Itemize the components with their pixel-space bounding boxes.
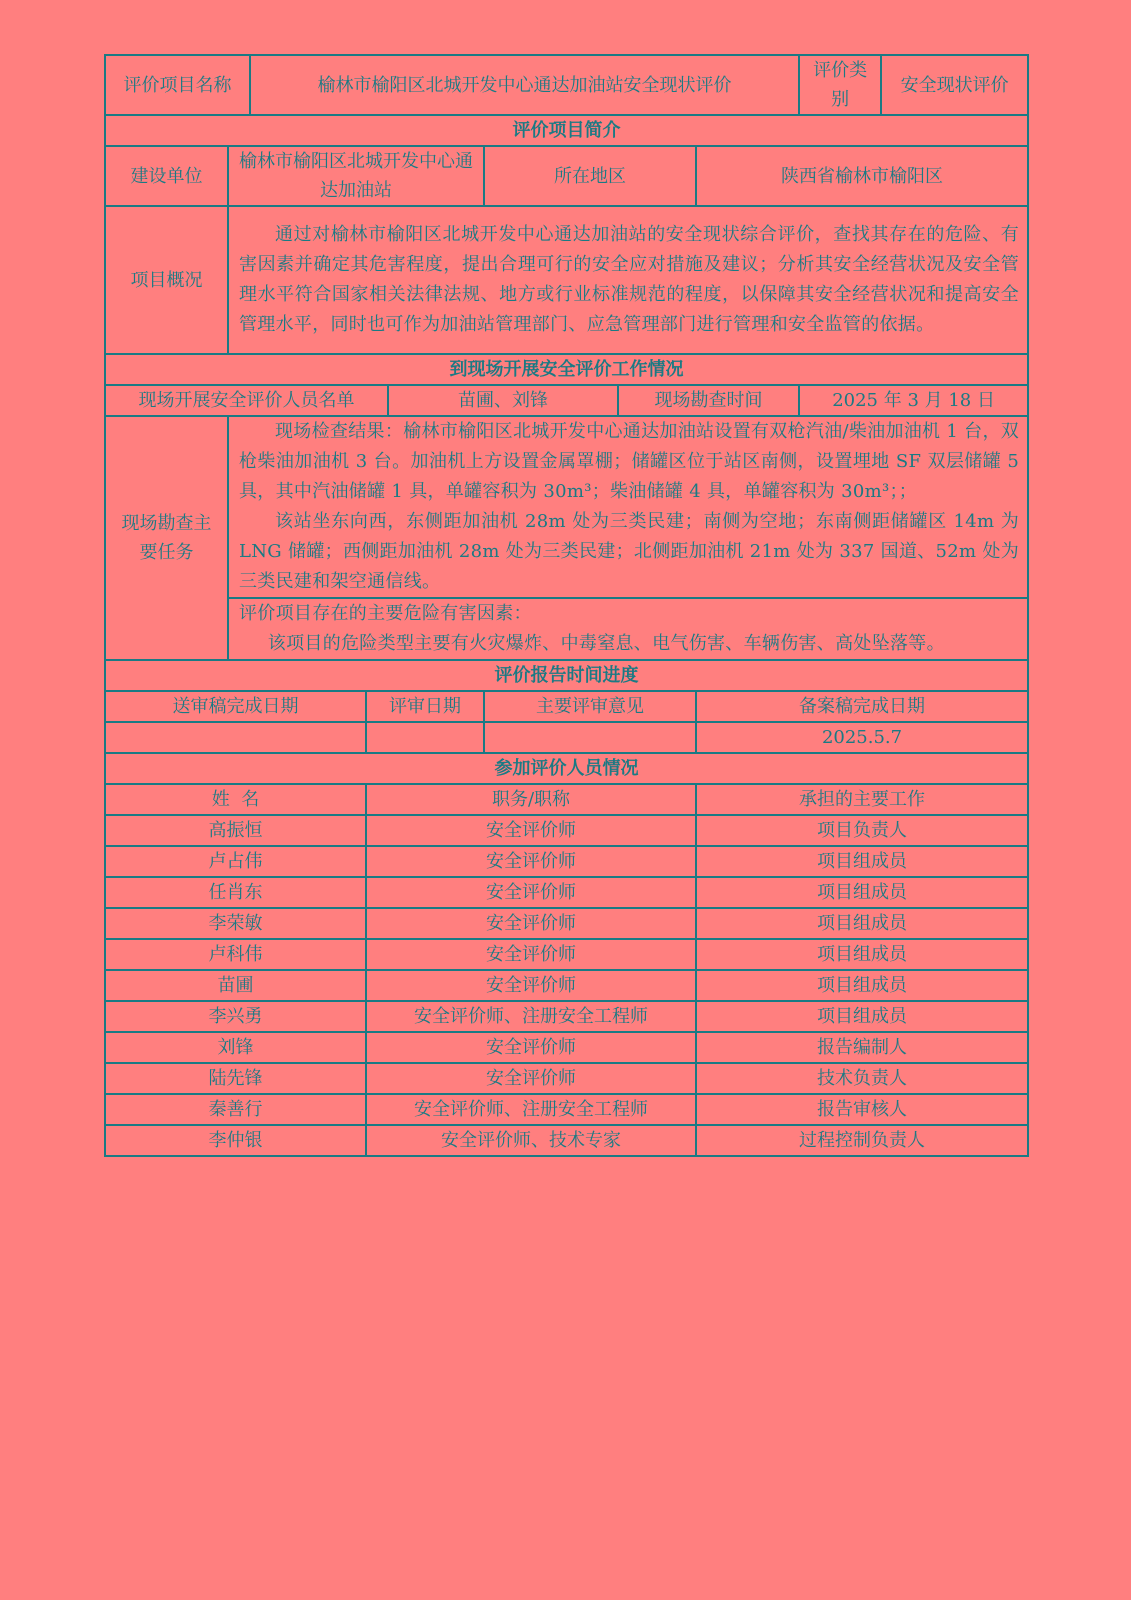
table-row [105, 1001, 1028, 1032]
staff-header-row [105, 753, 1028, 784]
staff-header-name: 姓 名 [105, 784, 366, 815]
staff-role: 项目组成员 [696, 877, 1028, 908]
project-name-value: 榆林市榆阳区北城开发中心通达加油站安全现状评价 [250, 55, 799, 115]
table-row [105, 846, 1028, 877]
intro-section-title: 评价项目简介 [105, 115, 1028, 146]
location-value: 陕西省榆林市榆阳区 [696, 146, 1028, 206]
staff-title: 安全评价师 [366, 970, 696, 1001]
builder-label: 建设单位 [105, 146, 228, 206]
overview-cell [228, 206, 1028, 354]
schedule-col-header-row [105, 691, 1028, 722]
staff-title: 安全评价师 [366, 846, 696, 877]
staff-name: 李兴勇 [105, 1001, 366, 1032]
site-task-label: 现场勘查主要任务 [105, 416, 228, 660]
builder-row [105, 146, 1028, 206]
staff-name: 李仲银 [105, 1125, 366, 1156]
staff-title: 安全评价师 [366, 877, 696, 908]
staff-role: 项目组成员 [696, 846, 1028, 877]
staff-role: 技术负责人 [696, 1063, 1028, 1094]
staff-role: 报告编制人 [696, 1032, 1028, 1063]
site-staff-label: 现场开展安全评价人员名单 [105, 385, 388, 416]
staff-name: 刘锋 [105, 1032, 366, 1063]
table-row [105, 1032, 1028, 1063]
staff-name: 苗圃 [105, 970, 366, 1001]
staff-title: 安全评价师 [366, 1032, 696, 1063]
staff-title: 安全评价师、注册安全工程师 [366, 1094, 696, 1125]
table-row [105, 877, 1028, 908]
staff-title: 安全评价师、注册安全工程师 [366, 1001, 696, 1032]
hazard-title: 评价项目存在的主要危险有害因素： [239, 603, 532, 624]
staff-title: 安全评价师 [366, 939, 696, 970]
category-value: 安全现状评价 [881, 55, 1028, 115]
site-staff-row [105, 385, 1028, 416]
intro-header-row [105, 115, 1028, 146]
site-section-title: 到现场开展安全评价工作情况 [105, 354, 1028, 385]
staff-name: 秦善行 [105, 1094, 366, 1125]
overview-text: 通过对榆林市榆阳区北城开发中心通达加油站的安全现状综合评价，查找其存在的危险、有害因素并确定其危害程度，提出合理可行的安全应对措施及建议；分析其安全经营状况及安全管理水平符合国家相关法律法规、地方或行业标准规范的程度，以保障其安全经营状况和提高安全管理水平，同时也可作为加油站管理部门、应急管理部门进行管理和安全监管的依据。 [239, 224, 1020, 335]
site-time-label: 现场勘查时间 [618, 385, 799, 416]
schedule-header-row [105, 660, 1028, 691]
schedule-header-review: 评审日期 [366, 691, 484, 722]
staff-section-title: 参加评价人员情况 [105, 753, 1028, 784]
table-row [105, 970, 1028, 1001]
staff-title: 安全评价师 [366, 1063, 696, 1094]
overview-label: 项目概况 [105, 206, 228, 354]
schedule-header-opinion: 主要评审意见 [484, 691, 696, 722]
staff-name: 高振恒 [105, 815, 366, 846]
table-row [105, 939, 1028, 970]
site-task-row [105, 416, 1028, 598]
staff-title: 安全评价师 [366, 815, 696, 846]
hazard-text: 该项目的危险类型主要有火灾爆炸、中毒窒息、电气伤害、车辆伤害、高处坠落等。 [267, 633, 945, 654]
site-header-row [105, 354, 1028, 385]
staff-role: 报告审核人 [696, 1094, 1028, 1125]
category-label: 评价类别 [799, 55, 881, 115]
staff-header-title: 职务/职称 [366, 784, 696, 815]
staff-role: 项目组成员 [696, 970, 1028, 1001]
staff-title: 安全评价师 [366, 908, 696, 939]
site-staff-value: 苗圃、刘锋 [388, 385, 618, 416]
staff-col-header-row [105, 784, 1028, 815]
staff-name: 卢科伟 [105, 939, 366, 970]
schedule-value-record: 2025.5.7 [696, 722, 1028, 753]
staff-role: 项目负责人 [696, 815, 1028, 846]
evaluation-info-table [104, 54, 1029, 1157]
project-name-row [105, 55, 1028, 115]
overview-row [105, 206, 1028, 354]
evaluation-info-sheet [104, 54, 1027, 1157]
location-label: 所在地区 [484, 146, 696, 206]
table-row [105, 1125, 1028, 1156]
schedule-header-submit: 送审稿完成日期 [105, 691, 366, 722]
schedule-value-row [105, 722, 1028, 753]
hazard-cell [228, 598, 1028, 660]
staff-role: 项目组成员 [696, 908, 1028, 939]
hazard-row [105, 598, 1028, 660]
schedule-value-opinion [484, 722, 696, 753]
table-row [105, 1063, 1028, 1094]
builder-value: 榆林市榆阳区北城开发中心通达加油站 [228, 146, 484, 206]
staff-name: 任肖东 [105, 877, 366, 908]
site-task-cell [228, 416, 1028, 598]
schedule-value-submit [105, 722, 366, 753]
schedule-header-record: 备案稿完成日期 [696, 691, 1028, 722]
staff-name: 卢占伟 [105, 846, 366, 877]
table-row [105, 1094, 1028, 1125]
site-time-value: 2025 年 3 月 18 日 [799, 385, 1028, 416]
staff-name: 李荣敏 [105, 908, 366, 939]
project-name-label: 评价项目名称 [105, 55, 250, 115]
schedule-section-title: 评价报告时间进度 [105, 660, 1028, 691]
staff-name: 陆先锋 [105, 1063, 366, 1094]
staff-title: 安全评价师、技术专家 [366, 1125, 696, 1156]
table-row [105, 908, 1028, 939]
staff-header-role: 承担的主要工作 [696, 784, 1028, 815]
site-task-para2: 该站坐东向西，东侧距加油机 28m 处为三类民建；南侧为空地；东南侧距储罐区 14m 为 LNG 储罐；西侧距加油机 28m 处为三类民建；北侧距加油机 21m 处为 337 国道、52m 处为三类民建和架空通信线。 [239, 511, 1020, 592]
staff-role: 项目组成员 [696, 1001, 1028, 1032]
site-task-para1: 现场检查结果：榆林市榆阳区北城开发中心通达加油站设置有双枪汽油/柴油加油机 1 台，双枪柴油加油机 3 台。加油机上方设置金属罩棚；储罐区位于站区南侧，设置埋地 SF 双层储罐 5 具，其中汽油储罐 1 具，单罐容积为 30m³；柴油储罐 4 具，单罐容积为 30m³；； [239, 421, 1020, 502]
staff-role: 项目组成员 [696, 939, 1028, 970]
staff-role: 过程控制负责人 [696, 1125, 1028, 1156]
schedule-value-review [366, 722, 484, 753]
table-row [105, 815, 1028, 846]
